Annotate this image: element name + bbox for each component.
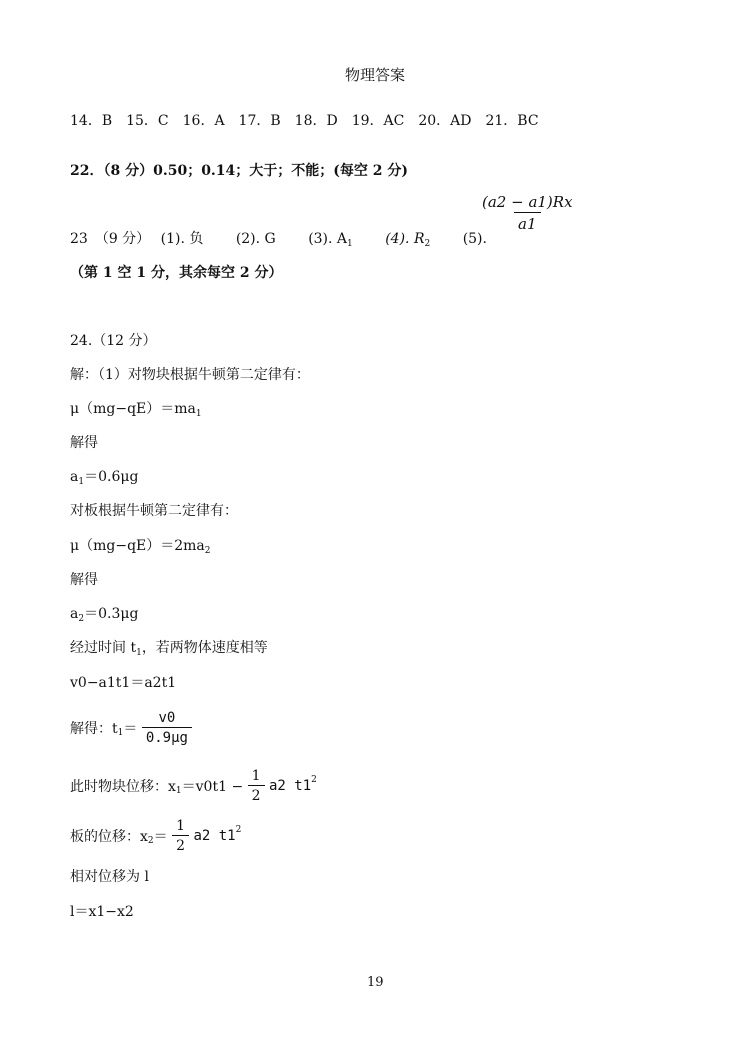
q24-line-9: 经过时间 $t_1$，若两物体速度相等 (70, 640, 268, 658)
q23-prefix: 23 （9 分） (70, 231, 151, 247)
t1-fraction-numerator: v0 (158, 710, 176, 726)
q24-line-8: $a_2=0.3\mu g$ (70, 606, 139, 624)
q24-line-11: 解得：$t_1=$ $\frac{v0}{0.9\mu g}$ (70, 710, 192, 746)
question-22-answer: 22．（8 分）0.50；0.14；大于；不能；(每空 2 分) (70, 163, 409, 179)
t1-fraction-denominator: 0.9μg (142, 727, 192, 746)
q23-part-3: (3). $A_1$ (308, 231, 353, 249)
q24-line-6: $\mu(mg-qE)=2ma_2$ (70, 538, 211, 556)
q24-line-14: 相对位移为 l (70, 869, 149, 885)
q23-part-1: (1). 负 (160, 231, 204, 247)
q23-fraction-denominator: a1 (514, 212, 541, 233)
q24-line-2: $\mu(mg-qE)=ma_1$ (70, 401, 202, 419)
q23-part-2: (2). G (235, 231, 276, 247)
q24-line-1: 解：（1）对物块根据牛顿第二定律有： (70, 367, 310, 383)
q24-line-7: 解得 (70, 572, 98, 588)
q23-part-5: (5). (462, 231, 487, 247)
q23-part-4: (4). $R_2$ (385, 231, 431, 249)
q24-line-5: 对板根据牛顿第二定律有： (70, 503, 238, 519)
q24-line-12: 此时物块位移：$x_1=v0t1$ − $\frac{1}{2}$ a2 $t1^2$ (70, 768, 317, 804)
question-23-answer (70, 228, 487, 249)
page-number: 19 (367, 975, 384, 990)
multiple-choice-answers: 14．B 15．C 16．A 17．B 18．D 19．AC 20．AD 21．BC (70, 113, 539, 129)
q23-fraction (478, 193, 577, 233)
q23-fraction-numerator: (a2 − a1)Rx (482, 193, 573, 211)
q24-line-3: 解得 (70, 435, 98, 451)
question-24-header: 24.（12 分） (70, 333, 157, 349)
q24-line-13: 板的位移：$x_2=$ $\frac{1}{2}$ a2 $t1^2$ (70, 818, 242, 854)
q24-line-10: v0−a1t1＝a2t1 (70, 675, 177, 691)
q24-line-4: $a_1=0.6\mu g$ (70, 469, 139, 487)
page-title: 物理答案 (345, 66, 406, 84)
q24-line-15: l＝x1−x2 (70, 904, 134, 920)
q23-scoring-note: （第 1 空 1 分，其余每空 2 分） (70, 265, 283, 281)
